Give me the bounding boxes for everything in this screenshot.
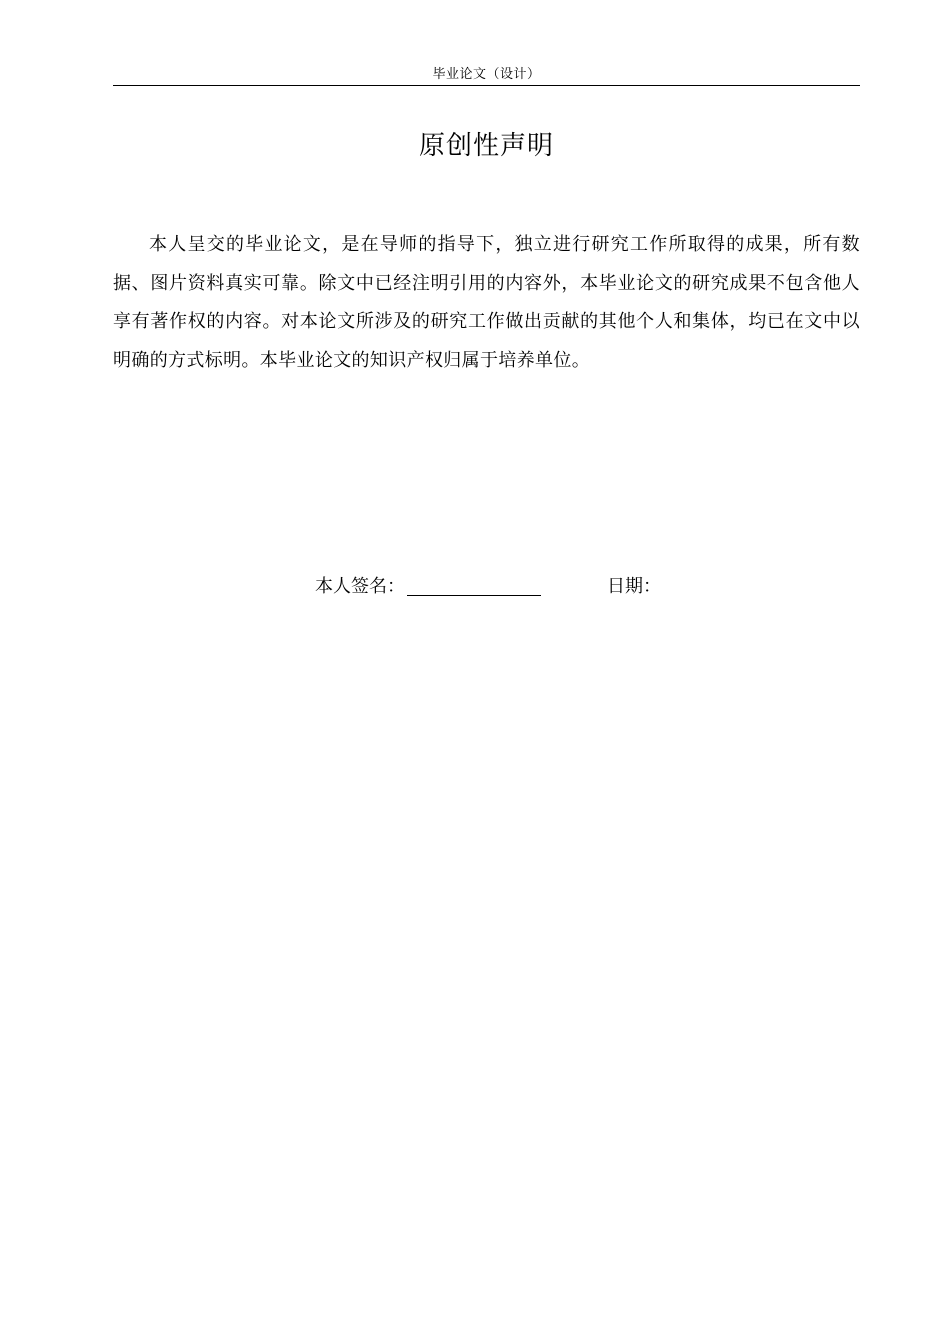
signature-row [315, 572, 661, 602]
signature-line [407, 572, 541, 596]
date-label: 日期： [607, 576, 661, 597]
signature-label: 本人签名： [315, 576, 405, 597]
header-rule [113, 85, 860, 86]
running-header: 毕业论文（设计） [432, 67, 541, 82]
page-title: 原创性声明 [418, 131, 554, 161]
originality-statement: 本人呈交的毕业论文，是在导师的指导下，独立进行研究工作所取得的成果，所有数据、图片资料真实可靠。除文中已经注明引用的内容外，本毕业论文的研究成果不包含他人享有著作权的内容。对本论文所涉及的研究工作做出贡献的其他个人和集体，均已在文中以明确的方式标明。本毕业论文的知识产权归属于培养单位。 [113, 234, 860, 371]
